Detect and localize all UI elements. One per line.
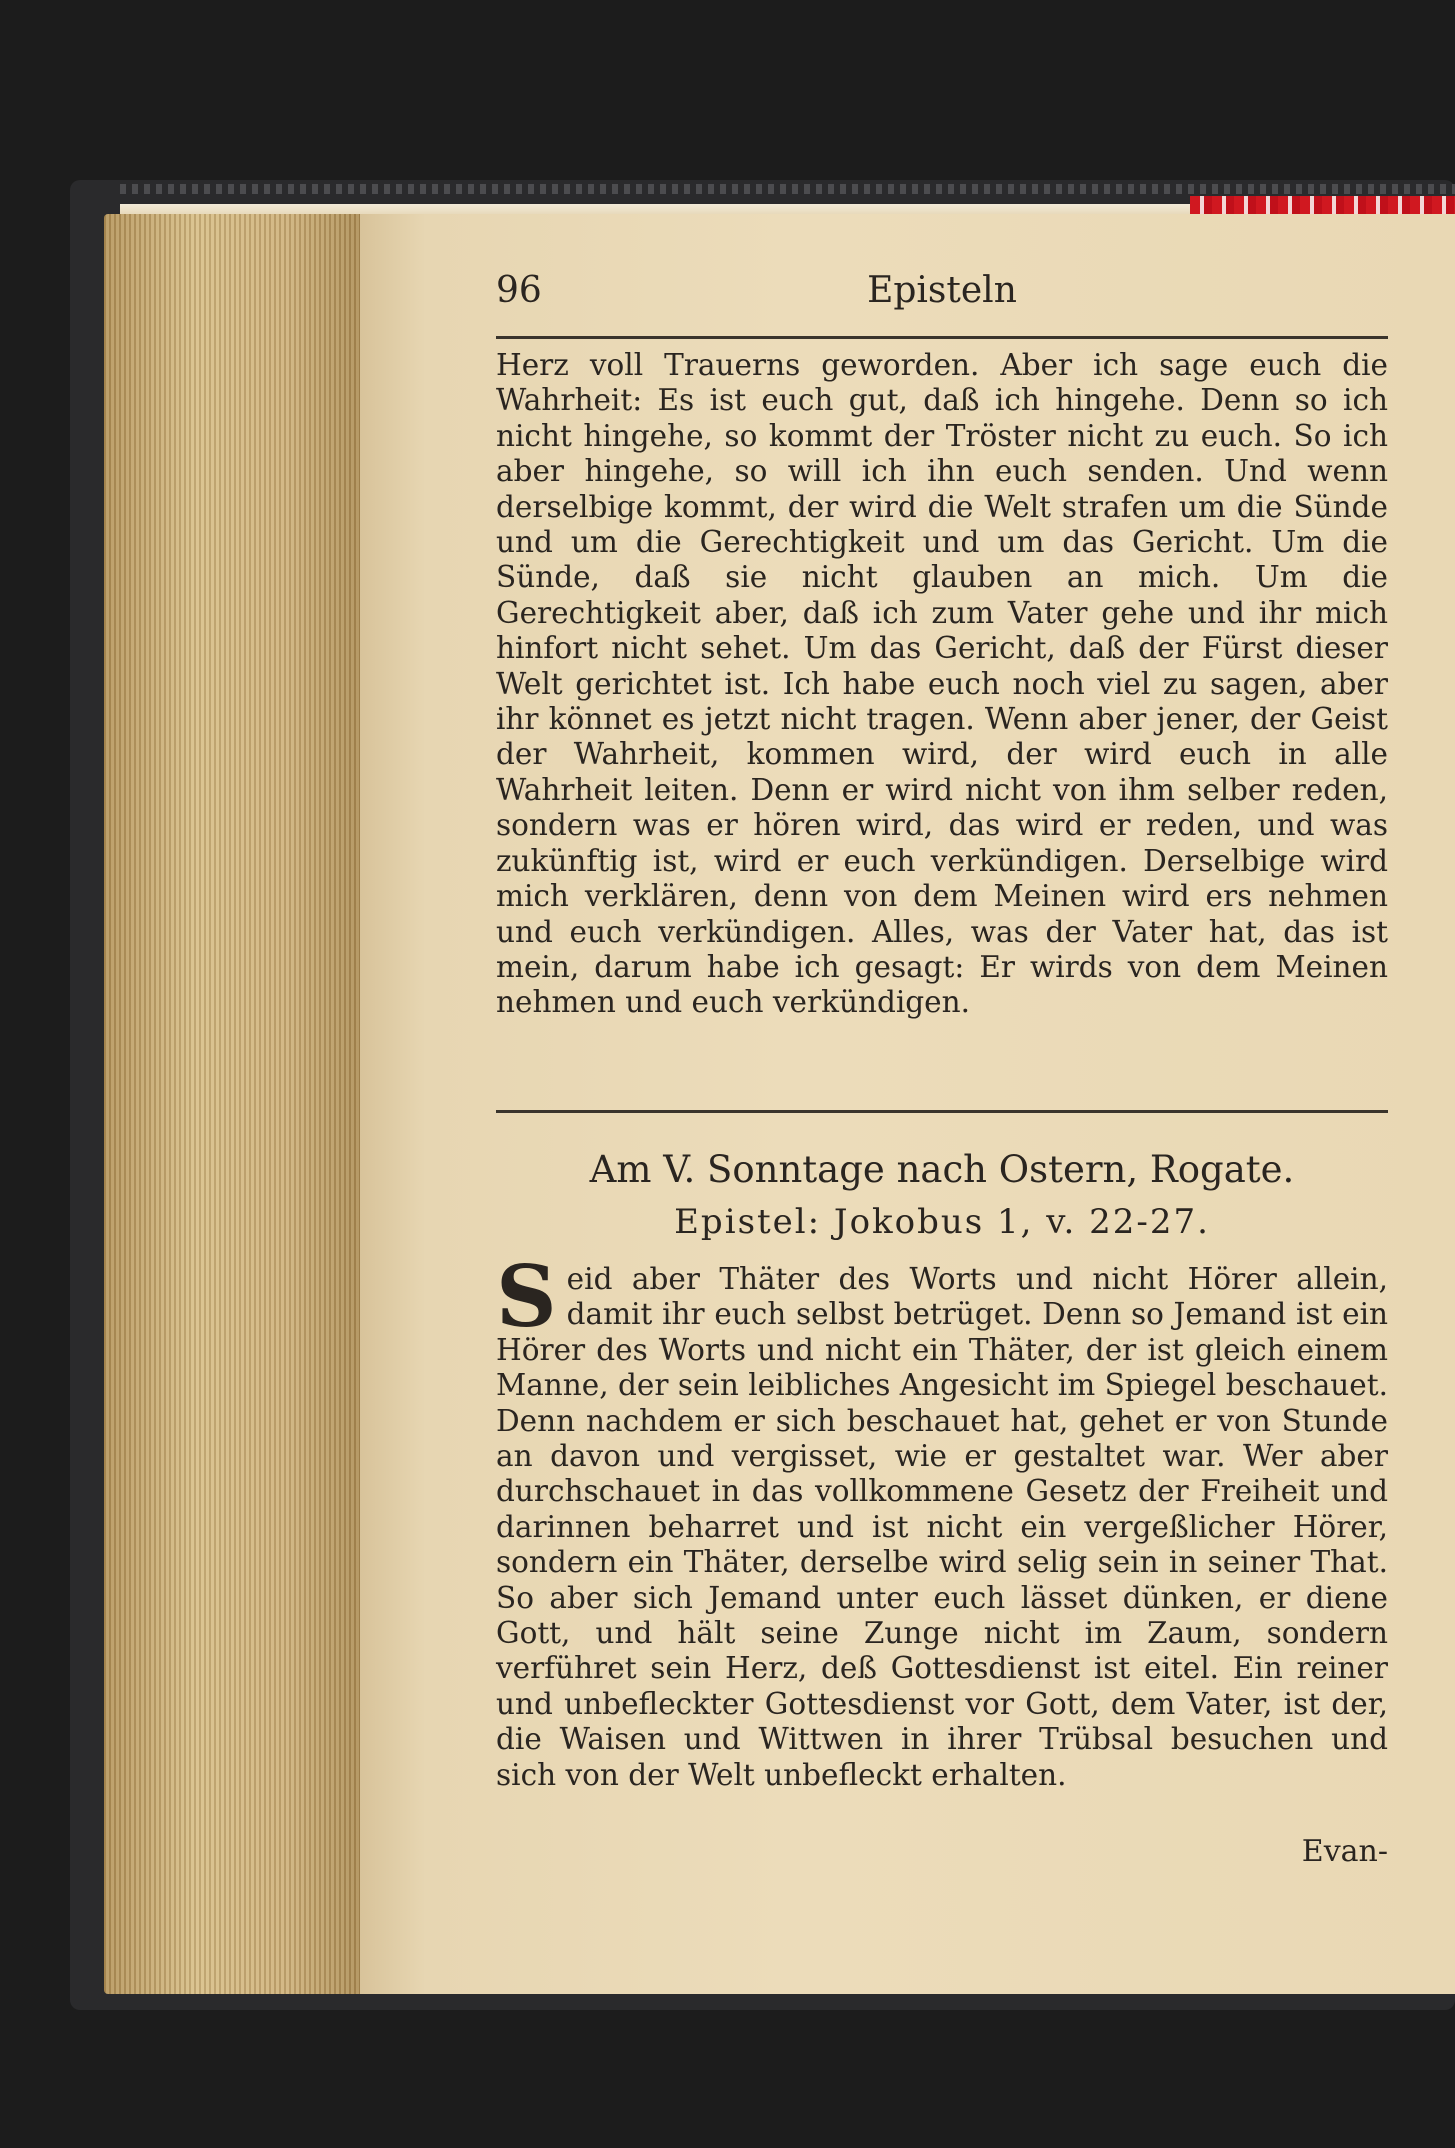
- section-divider-rule: [496, 1110, 1388, 1113]
- running-head: Episteln: [867, 270, 1017, 311]
- page-stack-edges: [104, 214, 366, 1994]
- header-rule: [496, 336, 1388, 339]
- catchword: Evan-: [1301, 1834, 1388, 1869]
- section-title: Am V. Sonntage nach Ostern, Rogate.: [589, 1148, 1295, 1191]
- book-page: [360, 214, 1455, 1994]
- cover-stitching: [120, 184, 1455, 194]
- paragraph-gospel-continuation: Herz voll Trauerns geworden. Aber ich sage euch die Wahrheit: Es ist euch gut, daß ich hingehe. Denn so ich nicht hingehe, so kommt der Tröster nicht zu euch. So ich aber hingehe, so will ich ihn euch senden. Und wenn derselbige kommt, der wird die Welt strafen um die Sünde und um die Gerechtigkeit und um das Gericht. Um die Sünde, daß sie nicht glauben an mich. Um die Gerechtigkeit aber, daß ich zum Vater gehe und ihr mich hinfort nicht sehet. Um das Gericht, daß der Fürst dieser Welt gerichtet ist. Ich habe euch noch viel zu sagen, aber ihr könnet es jetzt nicht tragen. Wenn aber jener, der Geist der Wahrheit, kommen wird, der wird euch in alle Wahrheit leiten. Denn er wird nicht von ihm selber reden, sondern was er hören wird, das wird er reden, und was zukünftig ist, wird er euch verkündigen. Derselbige wird mich verklären, denn von dem Meinen wird ers nehmen und euch verkündigen. Alles, was der Vater hat, das ist mein, darum habe ich gesagt: Er wirds von dem Meinen nehmen und euch verkündigen.: [496, 348, 1388, 1020]
- paragraph-epistle: [496, 1247, 1388, 1793]
- drop-cap: S: [496, 1247, 557, 1346]
- page-header: [496, 270, 1388, 320]
- page-number: 96: [496, 270, 542, 311]
- epistle-text: eid aber Thäter des Worts und nicht Hörer allein, damit ihr euch selbst betrüget. Denn so Jemand ist ein Hörer des Worts und nicht ein Thäter, der ist gleich einem Manne, der sein leibliches Angesicht im Spiegel beschauet. Denn nachdem er sich beschauet hat, gehet er von Stunde an davon und vergisset, wie er gestaltet war. Wer aber durchschauet in das vollkommene Gesetz der Freiheit und darinnen beharret und ist nicht ein vergeßlicher Hörer, sondern ein Thäter, derselbe wird selig sein in seiner That. So aber sich Jemand unter euch lässet dünken, er diene Gott, und hält seine Zunge nicht im Zaum, sondern verführet sein Herz, deß Gottesdienst ist eitel. Ein reiner und unbefleckter Gottesdienst vor Gott, dem Vater, ist der, die Waisen und Wittwen in ihrer Trübsal besuchen und sich von der Welt unbefleckt erhalten.: [496, 1262, 1388, 1792]
- section-subtitle: Epistel: Jokobus 1, v. 22-27.: [674, 1202, 1210, 1242]
